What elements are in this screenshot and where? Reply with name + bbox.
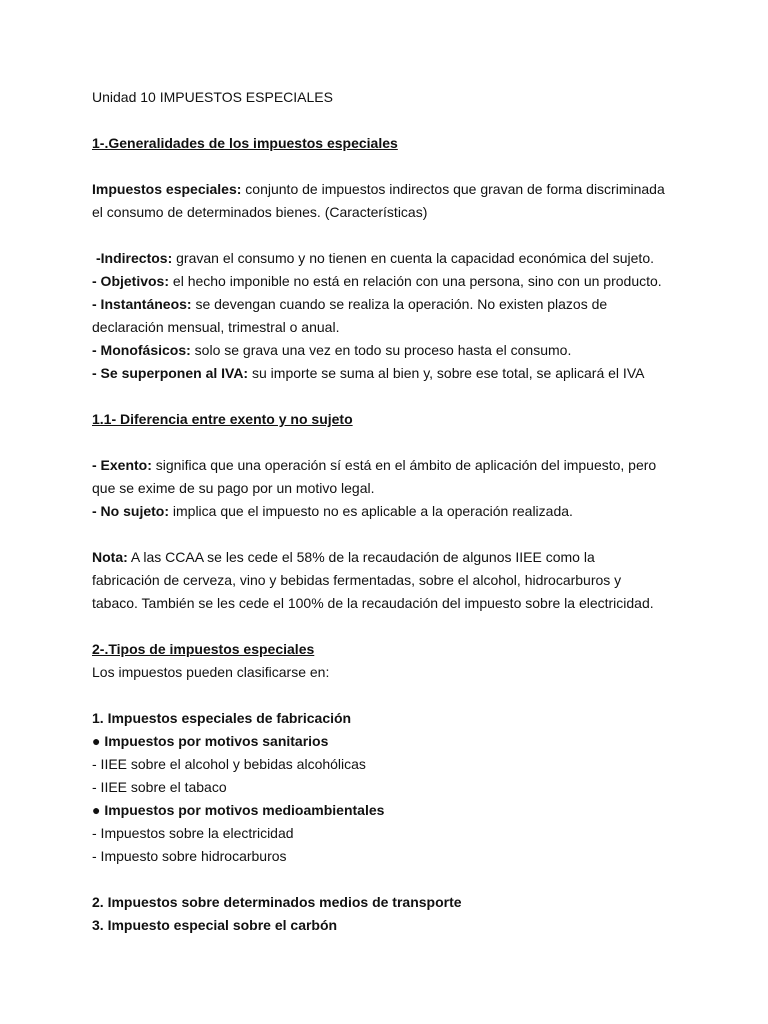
list-item: - Impuesto sobre hidrocarburos bbox=[92, 848, 287, 864]
definition-text: conjunto de impuestos indirectos que gravan de forma discriminada bbox=[241, 181, 665, 197]
group-medioambientales-heading: ● Impuestos por motivos medioambientales bbox=[92, 802, 385, 818]
no-sujeto-text: implica que el impuesto no es aplicable a la operación realizada. bbox=[169, 503, 573, 519]
characteristic-term: - Monofásicos: bbox=[92, 342, 191, 358]
characteristic-item bbox=[92, 270, 732, 293]
list-item: - IIEE sobre el alcohol y bebidas alcohólicas bbox=[92, 756, 366, 772]
exento-paragraph bbox=[92, 454, 732, 477]
section-1-heading: 1-.Generalidades de los impuestos especiales bbox=[92, 135, 398, 151]
section-1-1-heading: 1.1- Diferencia entre exento y no sujeto bbox=[92, 411, 353, 427]
characteristic-item bbox=[92, 247, 732, 270]
characteristic-text: solo se grava una vez en todo su proceso hasta el consumo. bbox=[190, 342, 572, 358]
exento-term: - Exento: bbox=[92, 457, 152, 473]
document-page bbox=[92, 86, 732, 937]
type-1-heading: 1. Impuestos especiales de fabricación bbox=[92, 710, 352, 726]
exento-text: significa que una operación sí está en el ámbito de aplicación del impuesto, pero bbox=[151, 457, 657, 473]
nota-continuation: tabaco. También se les cede el 100% de la recaudación del impuesto sobre la electricidad. bbox=[92, 595, 654, 611]
nota-term: Nota: bbox=[92, 549, 128, 565]
characteristic-term: - Instantáneos: bbox=[92, 296, 192, 312]
list-item: - IIEE sobre el tabaco bbox=[92, 779, 227, 795]
characteristic-item bbox=[92, 362, 732, 385]
characteristic-continuation: declaración mensual, trimestral o anual. bbox=[92, 319, 340, 335]
no-sujeto-term: - No sujeto: bbox=[92, 503, 169, 519]
document-title: Unidad 10 IMPUESTOS ESPECIALES bbox=[92, 89, 333, 105]
section-2-intro: Los impuestos pueden clasificarse en: bbox=[92, 664, 330, 680]
characteristic-text: se devengan cuando se realiza la operación. No existen plazos de bbox=[191, 296, 608, 312]
type-2-heading: 2. Impuestos sobre determinados medios de transporte bbox=[92, 894, 462, 910]
nota-continuation: fabricación de cerveza, vino y bebidas fermentadas, sobre el alcohol, hidrocarburos y bbox=[92, 572, 622, 588]
nota-paragraph bbox=[92, 546, 732, 569]
exento-continuation: que se exime de su pago por un motivo legal. bbox=[92, 480, 375, 496]
characteristic-term: -Indirectos: bbox=[96, 250, 173, 266]
list-item: - Impuestos sobre la electricidad bbox=[92, 825, 294, 841]
characteristic-text: gravan el consumo y no tienen en cuenta la capacidad económica del sujeto. bbox=[172, 250, 654, 266]
nota-text: A las CCAA se les cede el 58% de la recaudación de algunos IIEE como la bbox=[127, 549, 595, 565]
characteristic-text: su importe se suma al bien y, sobre ese total, se aplicará el IVA bbox=[248, 365, 645, 381]
characteristic-item bbox=[92, 293, 732, 316]
type-3-heading: 3. Impuesto especial sobre el carbón bbox=[92, 917, 338, 933]
characteristic-term: - Se superponen al IVA: bbox=[92, 365, 249, 381]
definition-term: Impuestos especiales: bbox=[92, 181, 242, 197]
no-sujeto-paragraph bbox=[92, 500, 732, 523]
characteristic-item bbox=[92, 339, 732, 362]
characteristic-term: - Objetivos: bbox=[92, 273, 170, 289]
group-sanitarios-heading: ● Impuestos por motivos sanitarios bbox=[92, 733, 329, 749]
section-2-heading: 2-.Tipos de impuestos especiales bbox=[92, 641, 315, 657]
definition-paragraph bbox=[92, 178, 732, 201]
definition-continuation: el consumo de determinados bienes. (Características) bbox=[92, 204, 428, 220]
characteristic-text: el hecho imponible no está en relación con una persona, sino con un producto. bbox=[169, 273, 662, 289]
